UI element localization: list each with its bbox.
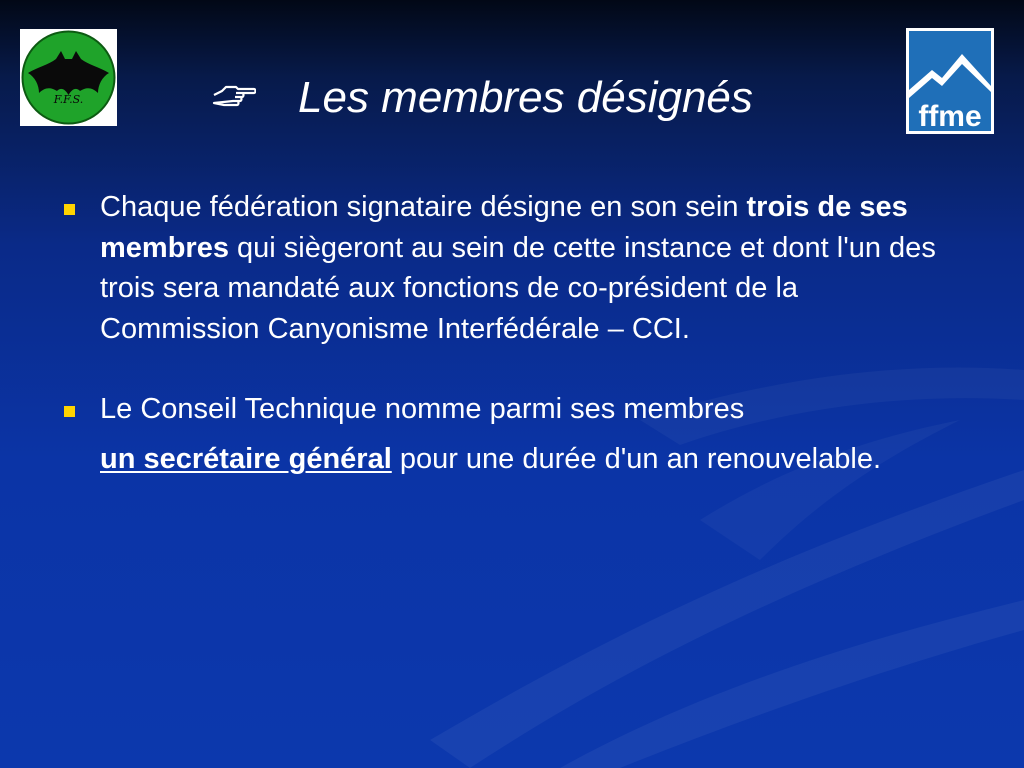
bullet-item-delegates xyxy=(60,187,965,349)
bullet-emphasis: un secrétaire général xyxy=(100,442,392,475)
slide-title-text: Les membres désignés xyxy=(298,73,753,122)
ffme-logo xyxy=(906,28,994,134)
bullet-text: Chaque fédération signataire désigne en son sein xyxy=(100,191,747,223)
svg-text:ffme: ffme xyxy=(918,100,982,133)
bullet-item-secretary xyxy=(60,389,965,479)
slide-title xyxy=(210,68,870,128)
bullet-marker xyxy=(64,204,75,215)
bullet-text: qui siègeront au sein de cette instance et dont l'un des trois sera mandaté aux fonctions de co-président de la Commission Canyonisme Interfédérale – CCI. xyxy=(100,231,936,345)
bullet-text: pour une durée d'un an renouvelable. xyxy=(391,442,882,475)
pointing-hand-icon xyxy=(212,83,256,113)
svg-text:F.F.S.: F.F.S. xyxy=(53,93,84,106)
bullet-subline xyxy=(100,439,965,480)
bullet-emphasis: trois de ses membres xyxy=(100,191,908,264)
ffs-logo xyxy=(20,29,117,126)
bullet-marker xyxy=(64,406,75,417)
bullet-text: Le Conseil Technique nomme parmi ses membres xyxy=(100,393,745,425)
ffme-mountain-emblem xyxy=(906,28,994,134)
ffs-bat-emblem xyxy=(20,29,117,126)
bullet-list xyxy=(60,187,965,479)
